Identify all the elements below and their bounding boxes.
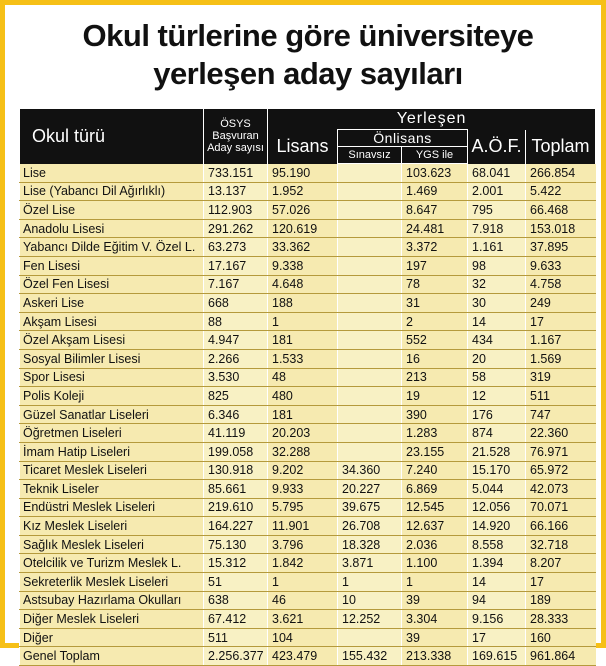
cell-osys: 6.346: [204, 405, 268, 424]
cell-osys: 13.137: [204, 182, 268, 201]
table-row: [20, 275, 596, 294]
cell-sinavsiz: [338, 424, 402, 443]
cell-aof: 14: [468, 573, 526, 592]
table-row: [20, 535, 596, 554]
cell-sinavsiz: [338, 275, 402, 294]
table-header: [20, 109, 596, 164]
table-row: [20, 498, 596, 517]
cell-sinavsiz: 1: [338, 573, 402, 592]
cell-lisans: 95.190: [268, 164, 338, 183]
cell-lisans: 104: [268, 628, 338, 647]
cell-sinavsiz: [338, 256, 402, 275]
cell-okul-turu: Yabancı Dilde Eğitim V. Özel L.: [20, 238, 204, 257]
cell-toplam: 319: [526, 368, 596, 387]
cell-lisans: 1.952: [268, 182, 338, 201]
cell-osys: 63.273: [204, 238, 268, 257]
cell-aof: 7.918: [468, 219, 526, 238]
cell-sinavsiz: [338, 442, 402, 461]
table-row: [20, 554, 596, 573]
cell-osys: 3.530: [204, 368, 268, 387]
cell-ygs-ile: 2: [402, 312, 468, 331]
table-row: [20, 480, 596, 499]
header-ygs-ile: YGS ile: [402, 147, 468, 164]
cell-osys: 2.256.377: [204, 647, 268, 666]
cell-toplam: 28.333: [526, 610, 596, 629]
table-row: [20, 164, 596, 183]
cell-aof: 434: [468, 331, 526, 350]
cell-ygs-ile: 12.545: [402, 498, 468, 517]
cell-sinavsiz: [338, 182, 402, 201]
cell-okul-turu: Öğretmen Liseleri: [20, 424, 204, 443]
cell-osys: 15.312: [204, 554, 268, 573]
cell-toplam: 511: [526, 387, 596, 406]
table-row: [20, 219, 596, 238]
cell-lisans: 1: [268, 573, 338, 592]
cell-aof: 8.558: [468, 535, 526, 554]
cell-sinavsiz: [338, 628, 402, 647]
cell-toplam: 42.073: [526, 480, 596, 499]
cell-osys: 85.661: [204, 480, 268, 499]
table-row: [20, 610, 596, 629]
data-table: [19, 109, 596, 666]
cell-ygs-ile: 197: [402, 256, 468, 275]
cell-lisans: 3.621: [268, 610, 338, 629]
cell-ygs-ile: 213: [402, 368, 468, 387]
cell-okul-turu: Diğer: [20, 628, 204, 647]
cell-osys: 219.610: [204, 498, 268, 517]
table-row: [20, 405, 596, 424]
cell-aof: 21.528: [468, 442, 526, 461]
title-line-2: yerleşen aday sayıları: [153, 56, 463, 91]
cell-ygs-ile: 1.283: [402, 424, 468, 443]
cell-aof: 14: [468, 312, 526, 331]
cell-aof: 169.615: [468, 647, 526, 666]
cell-ygs-ile: 8.647: [402, 201, 468, 220]
cell-aof: 15.170: [468, 461, 526, 480]
table-row: [20, 387, 596, 406]
cell-sinavsiz: [338, 312, 402, 331]
cell-aof: 20: [468, 349, 526, 368]
cell-lisans: 5.795: [268, 498, 338, 517]
cell-lisans: 33.362: [268, 238, 338, 257]
cell-sinavsiz: 26.708: [338, 517, 402, 536]
header-aof: A.Ö.F.: [468, 130, 526, 164]
cell-osys: 668: [204, 294, 268, 313]
cell-okul-turu: Sağlık Meslek Liseleri: [20, 535, 204, 554]
cell-toplam: 17: [526, 573, 596, 592]
cell-ygs-ile: 23.155: [402, 442, 468, 461]
cell-toplam: 249: [526, 294, 596, 313]
cell-lisans: 181: [268, 405, 338, 424]
cell-okul-turu: Lise: [20, 164, 204, 183]
cell-ygs-ile: 6.869: [402, 480, 468, 499]
page-title: [10, 17, 606, 93]
cell-toplam: 66.468: [526, 201, 596, 220]
cell-aof: 2.001: [468, 182, 526, 201]
cell-toplam: 1.569: [526, 349, 596, 368]
cell-ygs-ile: 24.481: [402, 219, 468, 238]
cell-osys: 199.058: [204, 442, 268, 461]
cell-ygs-ile: 39: [402, 628, 468, 647]
cell-okul-turu: Askeri Lise: [20, 294, 204, 313]
cell-okul-turu: Otelcilik ve Turizm Meslek L.: [20, 554, 204, 573]
cell-ygs-ile: 1: [402, 573, 468, 592]
cell-okul-turu: Akşam Lisesi: [20, 312, 204, 331]
table-row: [20, 256, 596, 275]
cell-okul-turu: Genel Toplam: [20, 647, 204, 666]
header-osys: [204, 109, 268, 164]
header-osys-line3: Aday sayısı: [207, 142, 264, 155]
cell-lisans: 120.619: [268, 219, 338, 238]
cell-osys: 825: [204, 387, 268, 406]
table-row: [20, 628, 596, 647]
cell-lisans: 188: [268, 294, 338, 313]
cell-ygs-ile: 213.338: [402, 647, 468, 666]
cell-lisans: 48: [268, 368, 338, 387]
cell-osys: 17.167: [204, 256, 268, 275]
cell-toplam: 961.864: [526, 647, 596, 666]
cell-sinavsiz: [338, 368, 402, 387]
cell-okul-turu: Anadolu Lisesi: [20, 219, 204, 238]
cell-toplam: 66.166: [526, 517, 596, 536]
cell-sinavsiz: 34.360: [338, 461, 402, 480]
table-row: [20, 517, 596, 536]
table-row: [20, 647, 596, 666]
cell-okul-turu: Polis Koleji: [20, 387, 204, 406]
header-toplam: Toplam: [526, 130, 596, 164]
cell-toplam: 17: [526, 312, 596, 331]
cell-sinavsiz: [338, 294, 402, 313]
header-lisans: Lisans: [268, 130, 338, 164]
table-row: [20, 591, 596, 610]
header-yerlesen: Yerleşen: [268, 109, 596, 130]
cell-lisans: 11.901: [268, 517, 338, 536]
cell-toplam: 4.758: [526, 275, 596, 294]
cell-osys: 75.130: [204, 535, 268, 554]
cell-okul-turu: Endüstri Meslek Liseleri: [20, 498, 204, 517]
cell-okul-turu: Özel Fen Lisesi: [20, 275, 204, 294]
cell-toplam: 266.854: [526, 164, 596, 183]
table-row: [20, 238, 596, 257]
cell-osys: 511: [204, 628, 268, 647]
cell-aof: 12: [468, 387, 526, 406]
table-row: [20, 424, 596, 443]
cell-okul-turu: Kız Meslek Liseleri: [20, 517, 204, 536]
cell-ygs-ile: 31: [402, 294, 468, 313]
cell-sinavsiz: 12.252: [338, 610, 402, 629]
table-row: [20, 331, 596, 350]
cell-ygs-ile: 78: [402, 275, 468, 294]
cell-lisans: 46: [268, 591, 338, 610]
cell-lisans: 181: [268, 331, 338, 350]
cell-ygs-ile: 7.240: [402, 461, 468, 480]
cell-toplam: 70.071: [526, 498, 596, 517]
header-onlisans: Önlisans: [338, 130, 468, 147]
table-row: [20, 573, 596, 592]
cell-osys: 67.412: [204, 610, 268, 629]
cell-sinavsiz: [338, 219, 402, 238]
cell-toplam: 189: [526, 591, 596, 610]
cell-sinavsiz: [338, 405, 402, 424]
cell-ygs-ile: 39: [402, 591, 468, 610]
cell-sinavsiz: 3.871: [338, 554, 402, 573]
cell-ygs-ile: 1.469: [402, 182, 468, 201]
header-okul-turu: Okul türü: [20, 109, 204, 164]
cell-aof: 32: [468, 275, 526, 294]
cell-okul-turu: Özel Akşam Lisesi: [20, 331, 204, 350]
cell-ygs-ile: 103.623: [402, 164, 468, 183]
cell-okul-turu: Astsubay Hazırlama Okulları: [20, 591, 204, 610]
cell-osys: 112.903: [204, 201, 268, 220]
cell-aof: 68.041: [468, 164, 526, 183]
cell-okul-turu: Teknik Liseler: [20, 480, 204, 499]
cell-toplam: 22.360: [526, 424, 596, 443]
cell-osys: 733.151: [204, 164, 268, 183]
cell-osys: 51: [204, 573, 268, 592]
cell-toplam: 153.018: [526, 219, 596, 238]
header-osys-line2: Başvuran: [212, 130, 259, 143]
cell-okul-turu: Ticaret Meslek Liseleri: [20, 461, 204, 480]
cell-aof: 58: [468, 368, 526, 387]
cell-lisans: 1.842: [268, 554, 338, 573]
cell-okul-turu: Fen Lisesi: [20, 256, 204, 275]
cell-toplam: 9.633: [526, 256, 596, 275]
title-line-1: Okul türlerine göre üniversiteye: [82, 18, 534, 53]
cell-sinavsiz: [338, 387, 402, 406]
cell-lisans: 9.933: [268, 480, 338, 499]
cell-ygs-ile: 12.637: [402, 517, 468, 536]
cell-osys: 4.947: [204, 331, 268, 350]
cell-lisans: 32.288: [268, 442, 338, 461]
cell-aof: 12.056: [468, 498, 526, 517]
cell-sinavsiz: 18.328: [338, 535, 402, 554]
cell-okul-turu: İmam Hatip Liseleri: [20, 442, 204, 461]
cell-sinavsiz: 20.227: [338, 480, 402, 499]
cell-ygs-ile: 552: [402, 331, 468, 350]
cell-sinavsiz: [338, 349, 402, 368]
cell-toplam: 1.167: [526, 331, 596, 350]
cell-toplam: 160: [526, 628, 596, 647]
header-osys-line1: ÖSYS: [220, 118, 251, 131]
cell-okul-turu: Lise (Yabancı Dil Ağırlıklı): [20, 182, 204, 201]
cell-sinavsiz: [338, 164, 402, 183]
cell-osys: 638: [204, 591, 268, 610]
cell-okul-turu: Özel Lise: [20, 201, 204, 220]
cell-sinavsiz: 10: [338, 591, 402, 610]
cell-sinavsiz: 39.675: [338, 498, 402, 517]
cell-osys: 291.262: [204, 219, 268, 238]
cell-sinavsiz: [338, 238, 402, 257]
cell-lisans: 3.796: [268, 535, 338, 554]
table-row: [20, 294, 596, 313]
cell-ygs-ile: 2.036: [402, 535, 468, 554]
cell-lisans: 1.533: [268, 349, 338, 368]
table-row: [20, 368, 596, 387]
cell-toplam: 8.207: [526, 554, 596, 573]
cell-ygs-ile: 3.372: [402, 238, 468, 257]
cell-ygs-ile: 16: [402, 349, 468, 368]
cell-aof: 1.161: [468, 238, 526, 257]
cell-sinavsiz: [338, 201, 402, 220]
cell-toplam: 65.972: [526, 461, 596, 480]
cell-okul-turu: Diğer Meslek Liseleri: [20, 610, 204, 629]
table-row: [20, 182, 596, 201]
cell-lisans: 20.203: [268, 424, 338, 443]
table-row: [20, 201, 596, 220]
cell-aof: 5.044: [468, 480, 526, 499]
cell-osys: 164.227: [204, 517, 268, 536]
cell-okul-turu: Sekreterlik Meslek Liseleri: [20, 573, 204, 592]
cell-osys: 130.918: [204, 461, 268, 480]
cell-ygs-ile: 19: [402, 387, 468, 406]
cell-aof: 94: [468, 591, 526, 610]
cell-toplam: 76.971: [526, 442, 596, 461]
cell-aof: 98: [468, 256, 526, 275]
table-row: [20, 442, 596, 461]
cell-lisans: 423.479: [268, 647, 338, 666]
cell-osys: 7.167: [204, 275, 268, 294]
cell-aof: 1.394: [468, 554, 526, 573]
cell-lisans: 9.338: [268, 256, 338, 275]
cell-ygs-ile: 390: [402, 405, 468, 424]
cell-osys: 41.119: [204, 424, 268, 443]
cell-okul-turu: Sosyal Bilimler Lisesi: [20, 349, 204, 368]
cell-osys: 88: [204, 312, 268, 331]
cell-sinavsiz: 155.432: [338, 647, 402, 666]
cell-aof: 176: [468, 405, 526, 424]
cell-toplam: 5.422: [526, 182, 596, 201]
cell-toplam: 32.718: [526, 535, 596, 554]
cell-sinavsiz: [338, 331, 402, 350]
cell-aof: 795: [468, 201, 526, 220]
cell-aof: 30: [468, 294, 526, 313]
cell-aof: 14.920: [468, 517, 526, 536]
cell-okul-turu: Spor Lisesi: [20, 368, 204, 387]
table-body: [20, 164, 596, 666]
cell-toplam: 747: [526, 405, 596, 424]
table-row: [20, 349, 596, 368]
cell-ygs-ile: 1.100: [402, 554, 468, 573]
cell-aof: 9.156: [468, 610, 526, 629]
table-row: [20, 312, 596, 331]
header-sinavsiz: Sınavsız: [338, 147, 402, 164]
cell-aof: 874: [468, 424, 526, 443]
cell-ygs-ile: 3.304: [402, 610, 468, 629]
cell-toplam: 37.895: [526, 238, 596, 257]
cell-lisans: 9.202: [268, 461, 338, 480]
cell-lisans: 57.026: [268, 201, 338, 220]
cell-lisans: 1: [268, 312, 338, 331]
table-row: [20, 461, 596, 480]
cell-lisans: 4.648: [268, 275, 338, 294]
cell-lisans: 480: [268, 387, 338, 406]
cell-osys: 2.266: [204, 349, 268, 368]
cell-aof: 17: [468, 628, 526, 647]
cell-okul-turu: Güzel Sanatlar Liseleri: [20, 405, 204, 424]
